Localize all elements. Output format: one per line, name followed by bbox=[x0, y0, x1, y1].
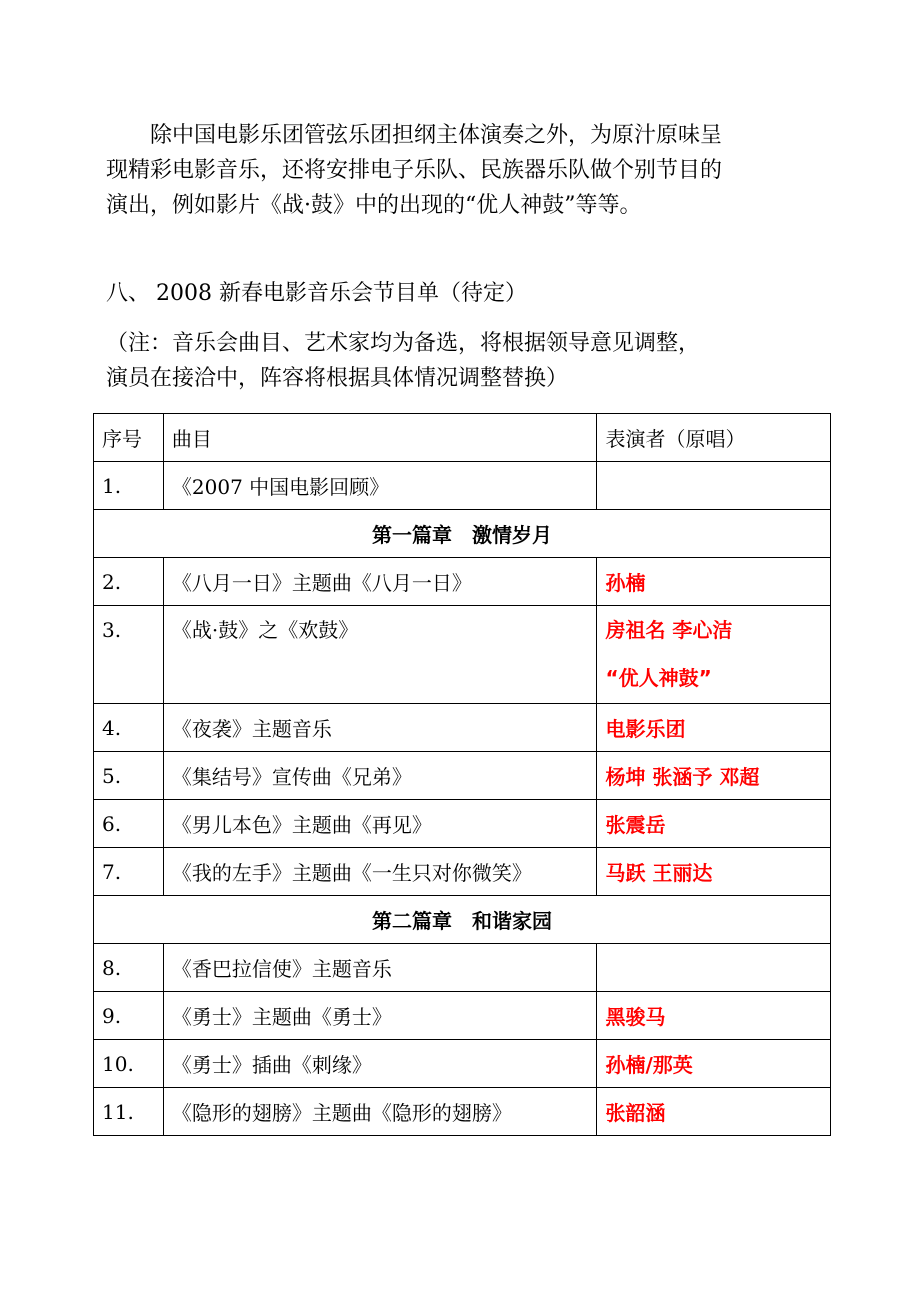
table-row bbox=[94, 1040, 831, 1088]
row-performer: 杨坤 张涵予 邓超 bbox=[597, 752, 831, 800]
table-row bbox=[94, 462, 831, 510]
chapter-row bbox=[94, 510, 831, 558]
row-song: 《勇士》主题曲《勇士》 bbox=[163, 992, 597, 1040]
header-number: 序号 bbox=[94, 414, 164, 462]
program-note bbox=[106, 326, 700, 396]
row-song: 《男儿本色》主题曲《再见》 bbox=[163, 800, 597, 848]
section-heading bbox=[106, 278, 527, 310]
row-number: 6. bbox=[94, 800, 164, 848]
row-performer: 张韶涵 bbox=[597, 1088, 831, 1136]
chapter-title-1: 第一篇章 激情岁月 bbox=[94, 510, 831, 558]
intro-line-1: 除中国电影乐团管弦乐团担纲主体演奏之外，为原汁原味呈 bbox=[150, 123, 723, 148]
row-number: 4. bbox=[94, 704, 164, 752]
row-number: 10. bbox=[94, 1040, 164, 1088]
table-row bbox=[94, 606, 831, 704]
section-number: 八、 bbox=[106, 281, 151, 306]
table-header-row bbox=[94, 414, 831, 462]
chapter-row bbox=[94, 896, 831, 944]
program-table bbox=[93, 413, 831, 1136]
row-song: 《我的左手》主题曲《一生只对你微笑》 bbox=[163, 848, 597, 896]
row-song: 《2007 中国电影回顾》 bbox=[163, 462, 597, 510]
row-song: 《八月一日》主题曲《八月一日》 bbox=[163, 558, 597, 606]
table-row bbox=[94, 944, 831, 992]
row-performer: 黑骏马 bbox=[597, 992, 831, 1040]
row-number: 2. bbox=[94, 558, 164, 606]
chapter-title-2: 第二篇章 和谐家园 bbox=[94, 896, 831, 944]
row-number bbox=[94, 606, 164, 704]
row-number: 7. bbox=[94, 848, 164, 896]
row-performer: 电影乐团 bbox=[597, 704, 831, 752]
row-performer: 孙楠 bbox=[597, 558, 831, 606]
row-performer-line-1: 房祖名 李心洁 bbox=[605, 618, 733, 642]
header-performer: 表演者（原唱） bbox=[597, 414, 831, 462]
row-number: 5. bbox=[94, 752, 164, 800]
table-row bbox=[94, 752, 831, 800]
header-song: 曲目 bbox=[163, 414, 597, 462]
table-row bbox=[94, 992, 831, 1040]
intro-line-2: 现精彩电影音乐，还将安排电子乐队、民族器乐队做个别节目的 bbox=[106, 158, 723, 183]
row-performer: 马跃 王丽达 bbox=[597, 848, 831, 896]
row-song: 《集结号》宣传曲《兄弟》 bbox=[163, 752, 597, 800]
intro-line-3: 演出，例如影片《战·鼓》中的出现的“优人神鼓”等等。 bbox=[106, 193, 642, 218]
row-performer bbox=[597, 606, 831, 704]
row-song-text: 《战·鼓》之《欢鼓》 bbox=[171, 618, 359, 642]
note-line-2: 演员在接洽中，阵容将根据具体情况调整替换） bbox=[106, 366, 569, 391]
row-number: 11. bbox=[94, 1088, 164, 1136]
row-song: 《夜袭》主题音乐 bbox=[163, 704, 597, 752]
section-title: 2008 新春电影音乐会节目单（待定） bbox=[156, 281, 527, 306]
table-row bbox=[94, 704, 831, 752]
row-song bbox=[163, 606, 597, 704]
row-number-text: 3. bbox=[102, 618, 122, 642]
row-number: 8. bbox=[94, 944, 164, 992]
row-number: 1. bbox=[94, 462, 164, 510]
row-performer bbox=[597, 944, 831, 992]
row-performer bbox=[597, 462, 831, 510]
note-line-1: （注：音乐会曲目、艺术家均为备选，将根据领导意见调整， bbox=[106, 331, 701, 356]
intro-paragraph bbox=[106, 118, 766, 223]
row-song: 《勇士》插曲《刺缘》 bbox=[163, 1040, 597, 1088]
table-row bbox=[94, 558, 831, 606]
row-performer-line-2: “优人神鼓” bbox=[605, 666, 712, 690]
row-performer: 张震岳 bbox=[597, 800, 831, 848]
row-number: 9. bbox=[94, 992, 164, 1040]
row-performer: 孙楠/那英 bbox=[597, 1040, 831, 1088]
table-row bbox=[94, 848, 831, 896]
row-song: 《隐形的翅膀》主题曲《隐形的翅膀》 bbox=[163, 1088, 597, 1136]
row-song: 《香巴拉信使》主题音乐 bbox=[163, 944, 597, 992]
table-row bbox=[94, 1088, 831, 1136]
table-row bbox=[94, 800, 831, 848]
